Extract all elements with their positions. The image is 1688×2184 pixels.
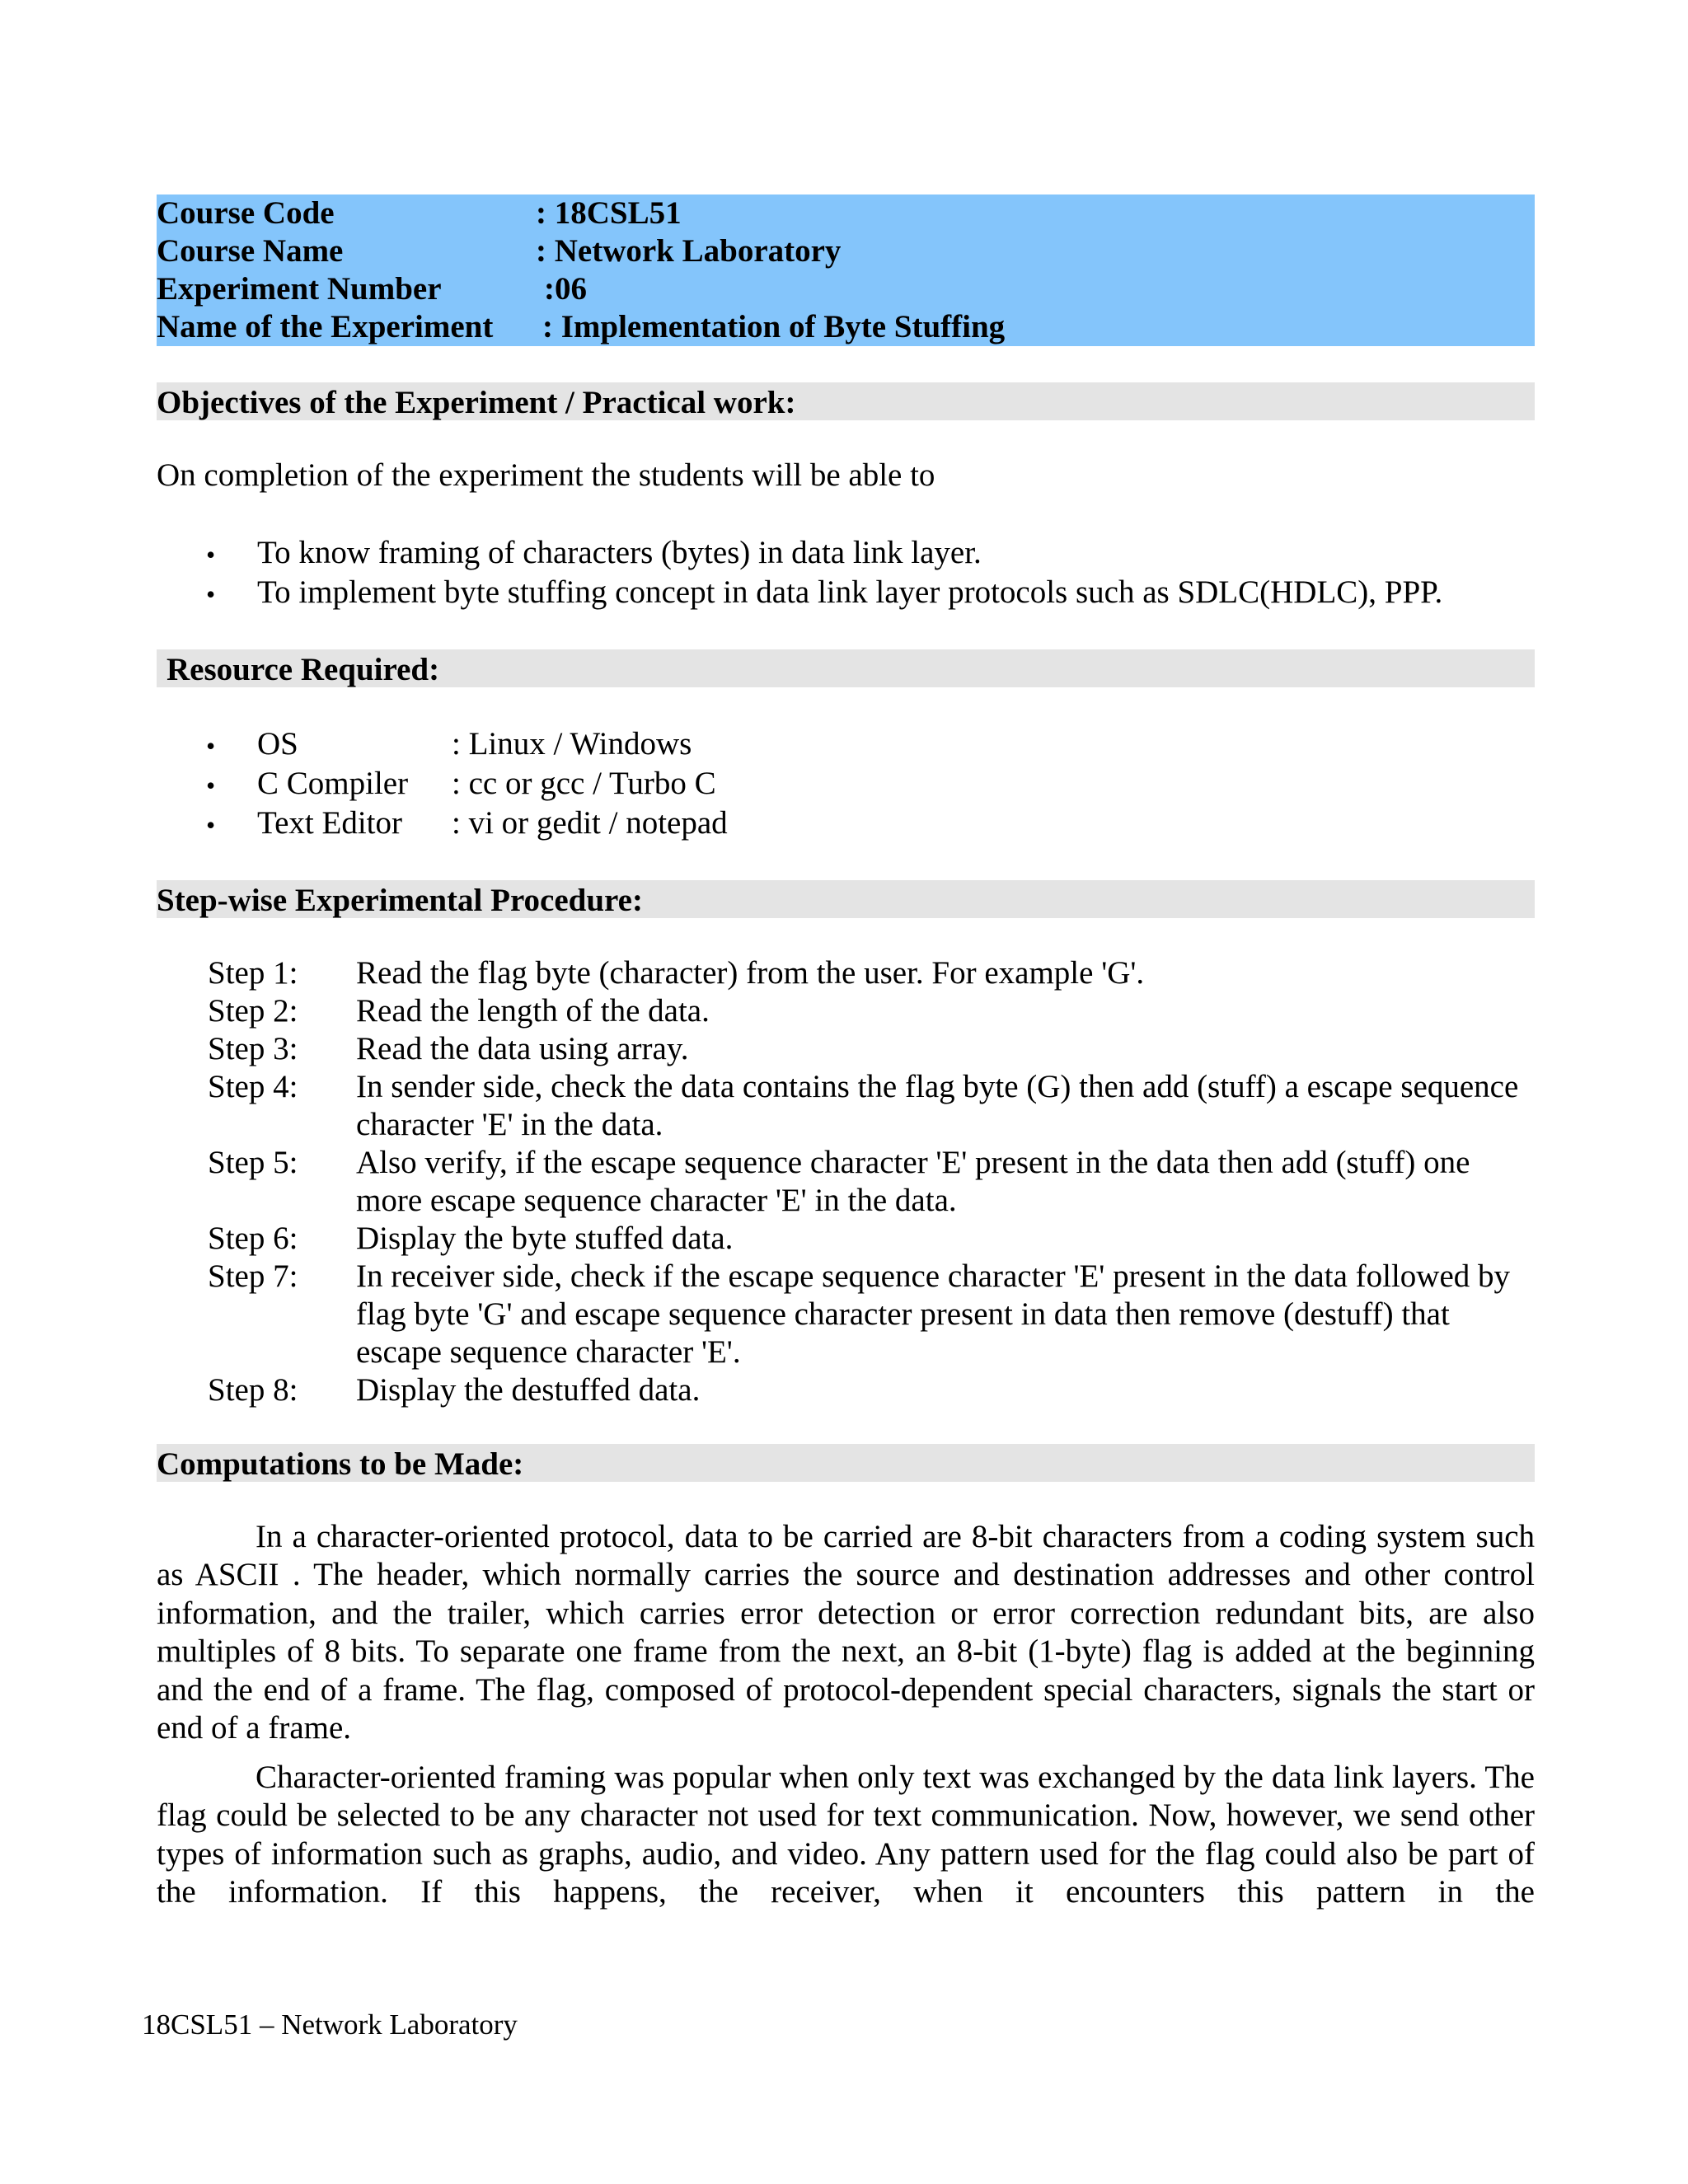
step-text: In receiver side, check if the escape sequence character 'E' present in the data followed by flag byte 'G' and escape sequence character present in data then remove (destuff) that escape sequence character 'E'. <box>356 1258 1511 1370</box>
resource-name-editor: Text Editor <box>257 805 402 841</box>
bullet-icon: • <box>206 810 216 840</box>
step-label: Step 7: <box>208 1258 298 1294</box>
objective-item-1: To know framing of characters (bytes) in data link layer. <box>257 535 982 570</box>
step-label: Step 6: <box>208 1221 298 1256</box>
page-footer: 18CSL51 – Network Laboratory <box>142 2008 518 2041</box>
step-text: In sender side, check the data contains the flag byte (G) then add (stuff) a escape sequence character 'E' in the data. <box>356 1069 1519 1142</box>
experiment-name-value: : Implementation of Byte Stuffing <box>542 309 1006 344</box>
step-text: Read the length of the data. <box>356 993 710 1029</box>
bullet-icon: • <box>206 771 216 800</box>
resource-value-compiler: : cc or gcc / Turbo C <box>452 766 716 801</box>
course-name-label: Course Name <box>157 233 344 269</box>
bullet-icon: • <box>206 731 216 761</box>
resource-name-compiler: C Compiler <box>257 766 409 801</box>
objective-item-2: To implement byte stuffing concept in data link layer protocols such as SDLC(HDLC), PPP. <box>257 574 1443 610</box>
step-label: Step 8: <box>208 1372 298 1408</box>
step-text: Display the destuffed data. <box>356 1372 701 1408</box>
course-info-box <box>157 194 1535 346</box>
objectives-intro: On completion of the experiment the students will be able to <box>157 457 935 493</box>
experiment-number-label: Experiment Number <box>157 271 442 307</box>
step-label: Step 3: <box>208 1031 298 1066</box>
bullet-icon: • <box>206 579 216 609</box>
step-label: Step 4: <box>208 1069 298 1104</box>
resource-value-os: : Linux / Windows <box>452 726 692 762</box>
step-text: Read the flag byte (character) from the user. For example 'G'. <box>356 955 1145 991</box>
step-text: Display the byte stuffed data. <box>356 1221 734 1256</box>
bullet-icon: • <box>206 540 216 569</box>
objectives-heading: Objectives of the Experiment / Practical work: <box>157 382 1535 420</box>
computations-heading: Computations to be Made: <box>157 1444 1535 1482</box>
experiment-name-label: Name of the Experiment <box>157 309 494 344</box>
course-name-value: : Network Laboratory <box>536 233 842 269</box>
step-label: Step 2: <box>208 993 298 1029</box>
step-text: Also verify, if the escape sequence character 'E' present in the data then add (stuff) one more escape sequence character 'E' in the data. <box>356 1145 1470 1218</box>
experiment-number-value: :06 <box>544 271 587 307</box>
step-label: Step 1: <box>208 955 298 991</box>
step-text: Read the data using array. <box>356 1031 689 1066</box>
resource-name-os: OS <box>257 726 298 762</box>
procedure-heading: Step-wise Experimental Procedure: <box>157 880 1535 918</box>
computations-paragraph: In a character-oriented protocol, data to be carried are 8-bit characters from a coding system such as ASCII . The header, which normally carries the source and destination addresses and other control information, and the trailer, which carries error detection or error correction redundant bits, are also multiples of 8 bits. To separate one frame from the next, an 8-bit (1-byte) flag is added at the beginning and the end of a frame. The flag, composed of protocol-dependent special characters, signals the start or end of a frame. <box>157 1519 1535 1746</box>
computations-paragraph: Character-oriented framing was popular when only text was exchanged by the data link layers. The flag could be selected to be any character not used for text communication. Now, however, we send other types of information such as graphs, audio, and video. Any pattern used for the flag could also be part of the information. If this happens, the receiver, when it encounters this pattern in the <box>157 1760 1535 1910</box>
course-code-value: : 18CSL51 <box>536 195 682 231</box>
resources-heading: Resource Required: <box>157 649 1535 687</box>
step-label: Step 5: <box>208 1145 298 1180</box>
course-code-label: Course Code <box>157 195 335 231</box>
resource-value-editor: : vi or gedit / notepad <box>452 805 728 841</box>
